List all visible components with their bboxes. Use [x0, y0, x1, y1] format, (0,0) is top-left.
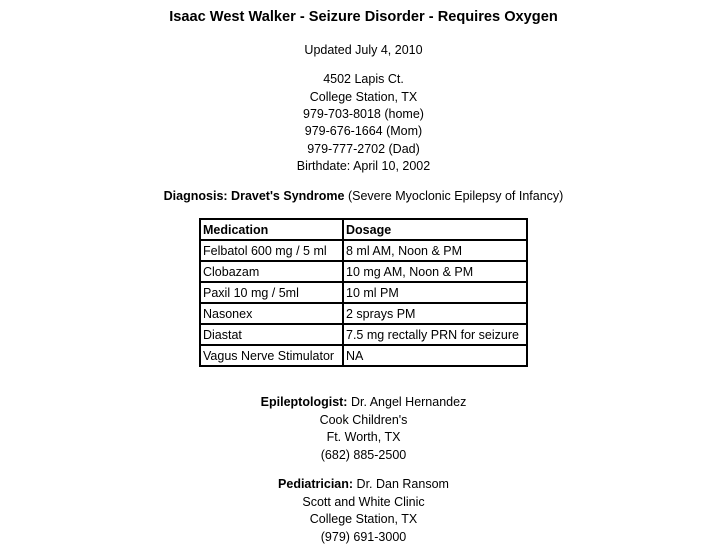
medication-cell: Felbatol 600 mg / 5 ml: [200, 240, 343, 261]
table-row: [200, 282, 527, 303]
address-line-1: 4502 Lapis Ct.: [323, 72, 404, 86]
table-header-row: [200, 219, 527, 240]
pediatrician-label: Pediatrician:: [278, 477, 354, 491]
epileptologist-phone: (682) 885-2500: [320, 448, 407, 462]
birthdate: Birthdate: April 10, 2002: [296, 159, 431, 173]
medication-cell: Clobazam: [200, 261, 343, 282]
table-row: [200, 324, 527, 345]
dosage-cell: 10 mg AM, Noon & PM: [343, 261, 527, 282]
diagnosis-detail: (Severe Myoclonic Epilepsy of Infancy): [347, 189, 564, 203]
diagnosis-name: Dravet's Syndrome: [231, 189, 345, 203]
dosage-cell: 10 ml PM: [343, 282, 527, 303]
medication-cell: Paxil 10 mg / 5ml: [200, 282, 343, 303]
pediatrician-clinic: Scott and White Clinic: [302, 495, 425, 509]
dosage-column-header: Dosage: [343, 219, 527, 240]
updated-date: Updated July 4, 2010: [304, 43, 423, 57]
address-line-2: College Station, TX: [309, 90, 418, 104]
dosage-cell: 2 sprays PM: [343, 303, 527, 324]
medication-cell: Nasonex: [200, 303, 343, 324]
table-row: [200, 261, 527, 282]
medication-table: [199, 218, 528, 367]
phone-dad: 979-777-2702 (Dad): [307, 142, 420, 156]
epileptologist-city: Ft. Worth, TX: [326, 430, 401, 444]
phone-home: 979-703-8018 (home): [303, 107, 424, 121]
medication-cell: Diastat: [200, 324, 343, 345]
dosage-cell: NA: [343, 345, 527, 366]
diagnosis-line: [0, 188, 727, 205]
pediatrician-phone: (979) 691-3000: [320, 530, 407, 544]
medication-cell: Vagus Nerve Stimulator: [200, 345, 343, 366]
diagnosis-label: Diagnosis:: [163, 189, 228, 203]
pediatrician-line: [0, 476, 727, 493]
medication-column-header: Medication: [200, 219, 343, 240]
epileptologist-label: Epileptologist:: [260, 395, 348, 409]
pediatrician-name: Dr. Dan Ransom: [356, 477, 449, 491]
epileptologist-name: Dr. Angel Hernandez: [350, 395, 467, 409]
epileptologist-clinic: Cook Children's: [319, 413, 408, 427]
table-row: [200, 345, 527, 366]
page-title: Isaac West Walker - Seizure Disorder - Requires Oxygen: [169, 9, 558, 25]
table-row: [200, 240, 527, 261]
epileptologist-line: [0, 394, 727, 411]
pediatrician-city: College Station, TX: [309, 512, 418, 526]
dosage-cell: 8 ml AM, Noon & PM: [343, 240, 527, 261]
dosage-cell: 7.5 mg rectally PRN for seizure: [343, 324, 527, 345]
table-row: [200, 303, 527, 324]
phone-mom: 979-676-1664 (Mom): [304, 124, 423, 138]
